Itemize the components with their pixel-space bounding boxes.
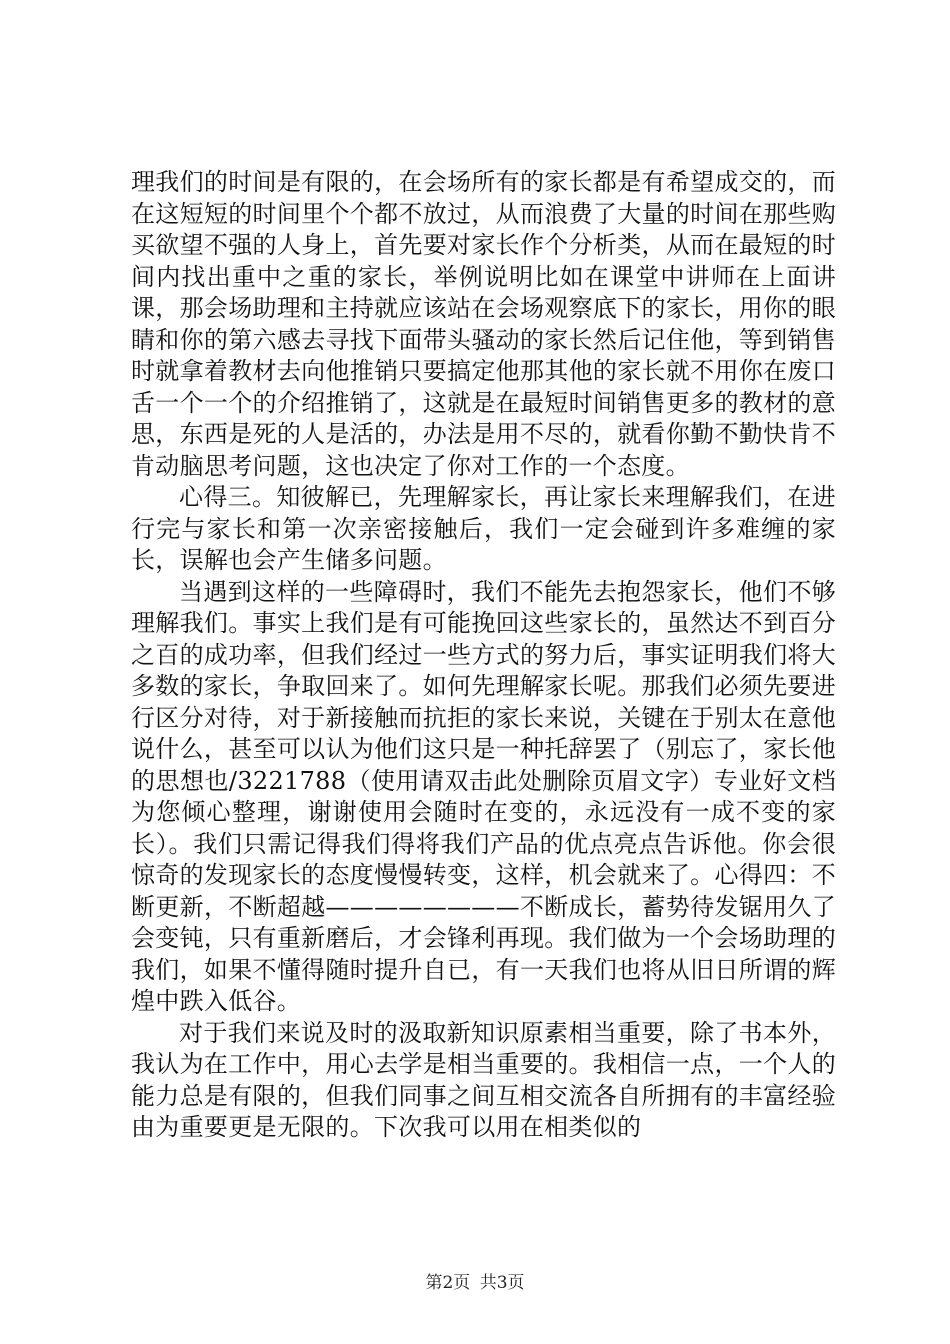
paragraph-2: 心得三。知彼解已，先理解家长，再让家长来理解我们，在进行完与家长和第一次亲密接触后，我们一定会碰到许多难缠的家长，误解也会产生储多问题。 [131, 483, 836, 574]
page-footer [0, 1268, 950, 1293]
page-number: 第2页 [425, 1273, 471, 1293]
paragraph-4: 对于我们来说及时的汲取新知识原素相当重要，除了书本外，我认为在工作中，用心去学是相当重要的。我相信一点，一个人的能力总是有限的，但我们同事之间互相交流各自所拥有的丰富经验由为重要更是无限的。下次我可以用在相类似的 [131, 1018, 836, 1141]
paragraph-1: 理我们的时间是有限的，在会场所有的家长都是有希望成交的，而在这短短的时间里个个都不放过，从而浪费了大量的时间在那些购买欲望不强的人身上，首先要对家长作个分析类，从而在最短的时间内找出重中之重的家长，举例说明比如在课堂中讲师在上面讲课，那会场助理和主持就应该站在会场观察底下的家长，用你的眼睛和你的第六感去寻找下面带头骚动的家长然后记住他，等到销售时就拿着教材去向他推销只要搞定他那其他的家长就不用你在废口舌一个一个的介绍推销了，这就是在最短时间销售更多的教材的意思，东西是死的人是活的，办法是用不尽的，就看你勤不勤快肯不肯动脑思考问题，这也决定了你对工作的一个态度。 [131, 168, 836, 480]
page-total: 共3页 [479, 1273, 525, 1293]
document-body [131, 167, 836, 1144]
paragraph-3: 当遇到这样的一些障碍时，我们不能先去抱怨家长，他们不够理解我们。事实上我们是有可能挽回这些家长的，虽然达不到百分之百的成功率，但我们经过一些方式的努力后，事实证明我们将大多数的家长，争取回来了。如何先理解家长呢。那我们必须先要进行区分对待，对于新接触而抗拒的家长来说，关键在于别太在意他说什么，甚至可以认为他们这只是一种托辞罢了（别忘了，家长他的思想也/3221788（使用请双击此处删除页眉文字）专业好文档为您倾心整理，谢谢使用会随时在变的，永远没有一成不变的家长）。我们只需记得我们得将我们产品的优点亮点告诉他。你会很惊奇的发现家长的态度慢慢转变，这样，机会就来了。心得四：不断更新，不断超越————————不断成长，蓄势待发锯用久了会变钝，只有重新磨后，才会锋利再现。我们做为一个会场助理的我们，如果不懂得随时提升自已，有一天我们也将从旧日所谓的辉煌中跌入低谷。 [131, 577, 836, 1015]
